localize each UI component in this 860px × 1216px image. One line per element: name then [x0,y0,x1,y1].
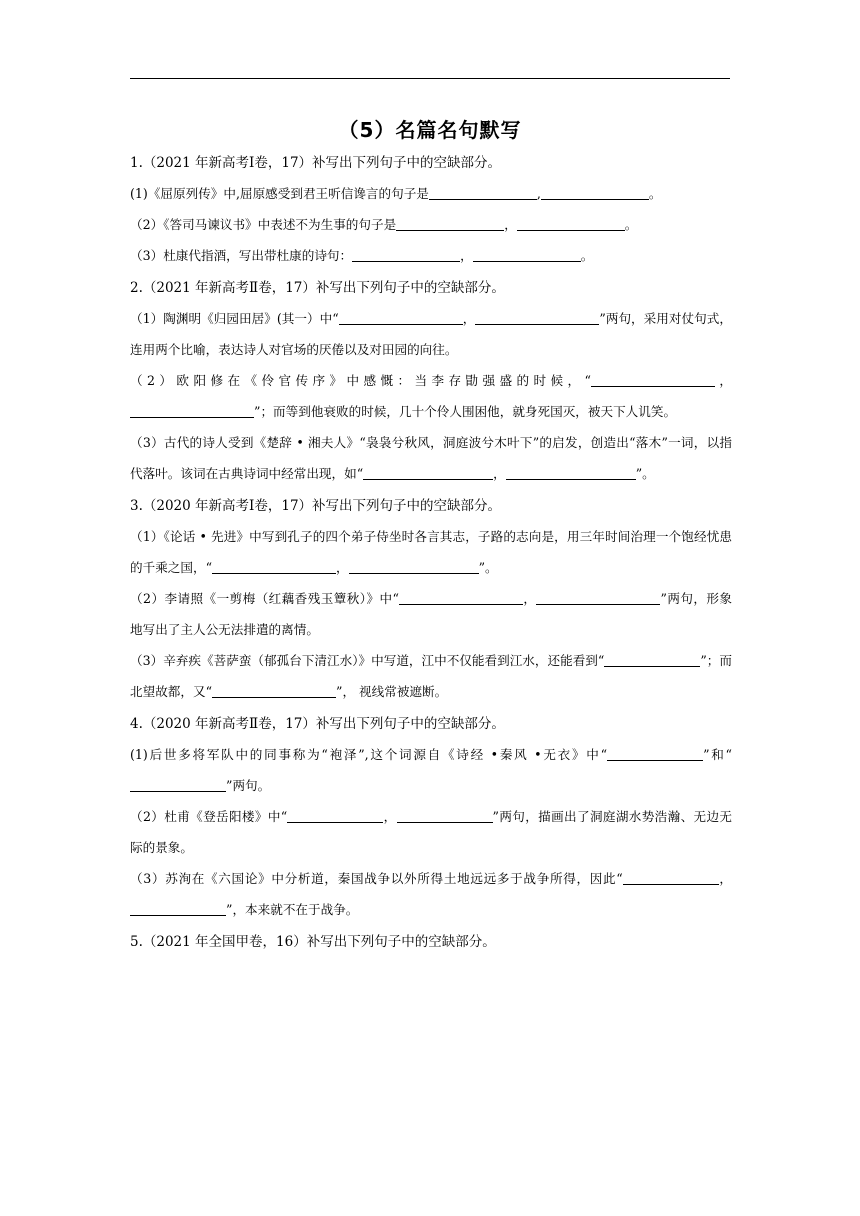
document-body [130,146,732,957]
answer-blank[interactable] [363,463,493,480]
answer-blank[interactable] [591,370,715,387]
answer-blank[interactable] [473,245,581,262]
answer-blank[interactable] [130,401,254,418]
answer-blank[interactable] [536,588,660,605]
answer-blank[interactable] [506,463,636,480]
answer-blank[interactable] [130,899,226,916]
question-3-heading: 3.（2020 年新高考Ⅰ卷，17）补写出下列句子中的空缺部分。 [130,498,502,514]
question-1-item-3: （3）杜康代指酒，写出带杜康的诗句： ， 。 [130,240,732,271]
question-1-heading: 1.（2021 年新高考Ⅰ卷，17）补写出下列句子中的空缺部分。 [130,155,502,171]
answer-blank[interactable] [287,806,383,823]
question-4-heading: 4.（2020 年新高考Ⅱ卷，17）补写出下列句子中的空缺部分。 [130,716,505,732]
answer-blank[interactable] [399,588,523,605]
question-2-item-3: （3）古代的诗人受到《楚辞 • 湘夫人》“袅袅兮秋风，洞庭波兮木叶下”的启发，创造出“落木”一词，以指代落叶。该词在古典诗词中经常出现，如“ ， ”。 [130,435,732,481]
question-3-item-3: （3）辛弃疾《菩萨蛮（郁孤台下清江水）》中写道，江中不仅能看到江水，还能看到“ ”；而北望故都，又“ ”， 视线常被遮断。 [130,645,732,707]
question-4-item-2: （2）杜甫《登岳阳楼》中“ ， ”两句，描画出了洞庭湖水势浩瀚、无边无际的景象。 [130,801,732,863]
question-1-item-1: (1)《屈原列传》中,屈原感受到君王听信谗言的句子是 , 。 [130,178,732,209]
answer-blank[interactable] [397,806,493,823]
question-3-item-1: （1）《论话 • 先进》中写到孔子的四个弟子侍坐时各言其志，子路的志向是，用三年时间治理一个饱经忧患的千乘之国，“ ， ”。 [130,529,732,575]
header-rule [130,78,730,79]
answer-blank[interactable] [517,214,625,231]
answer-blank[interactable] [541,183,649,200]
answer-blank[interactable] [475,308,599,325]
answer-blank[interactable] [607,744,703,761]
answer-blank[interactable] [429,183,537,200]
page-title: （5）名篇名句默写 [338,118,522,142]
question-5-heading: 5.（2021 年全国甲卷，16）补写出下列句子中的空缺部分。 [130,934,496,950]
question-2-item-2: （2）欧阳修在《伶官传序》中感慨：当李存勖强盛的时候，“ ，”；而等到他衰败的时候，几十个伶人围困他，就身死国灭，被天下人讥笑。 [130,365,732,427]
answer-blank[interactable] [212,557,336,574]
question-4-item-3: （3）苏洵在《六国论》中分析道，秦国战争以外所得土地远远多于战争所得，因此“ ，”，本来就不在于战争。 [130,863,732,925]
question-2-item-1: （1）陶渊明《归园田居》(其一）中“ ， ”两句，采用对仗句式，连用两个比喻，表达诗人对官场的厌倦以及对田园的向往。 [130,303,732,365]
question-4-item-1: (1)后世多将军队中的同事称为“袍泽”,这个词源自《诗经 •秦风 •无衣》中“ ”和“”两句。 [130,739,732,801]
answer-blank[interactable] [339,308,463,325]
answer-blank[interactable] [604,650,700,667]
answer-blank[interactable] [396,214,504,231]
question-1-item-2: （2）《答司马谏议书》中表述不为生事的句子是 ， 。 [130,209,732,240]
answer-blank[interactable] [349,557,479,574]
answer-blank[interactable] [212,681,336,698]
question-2-heading: 2.（2021 年新高考Ⅱ卷，17）补写出下列句子中的空缺部分。 [130,280,505,296]
answer-blank[interactable] [623,868,719,885]
question-3-item-2: （2）李请照《一剪梅（红藕香残玉簟秋）》中“ ， ”两句，形象地写出了主人公无法排遣的离情。 [130,583,732,645]
answer-blank[interactable] [130,775,226,792]
answer-blank[interactable] [352,245,460,262]
